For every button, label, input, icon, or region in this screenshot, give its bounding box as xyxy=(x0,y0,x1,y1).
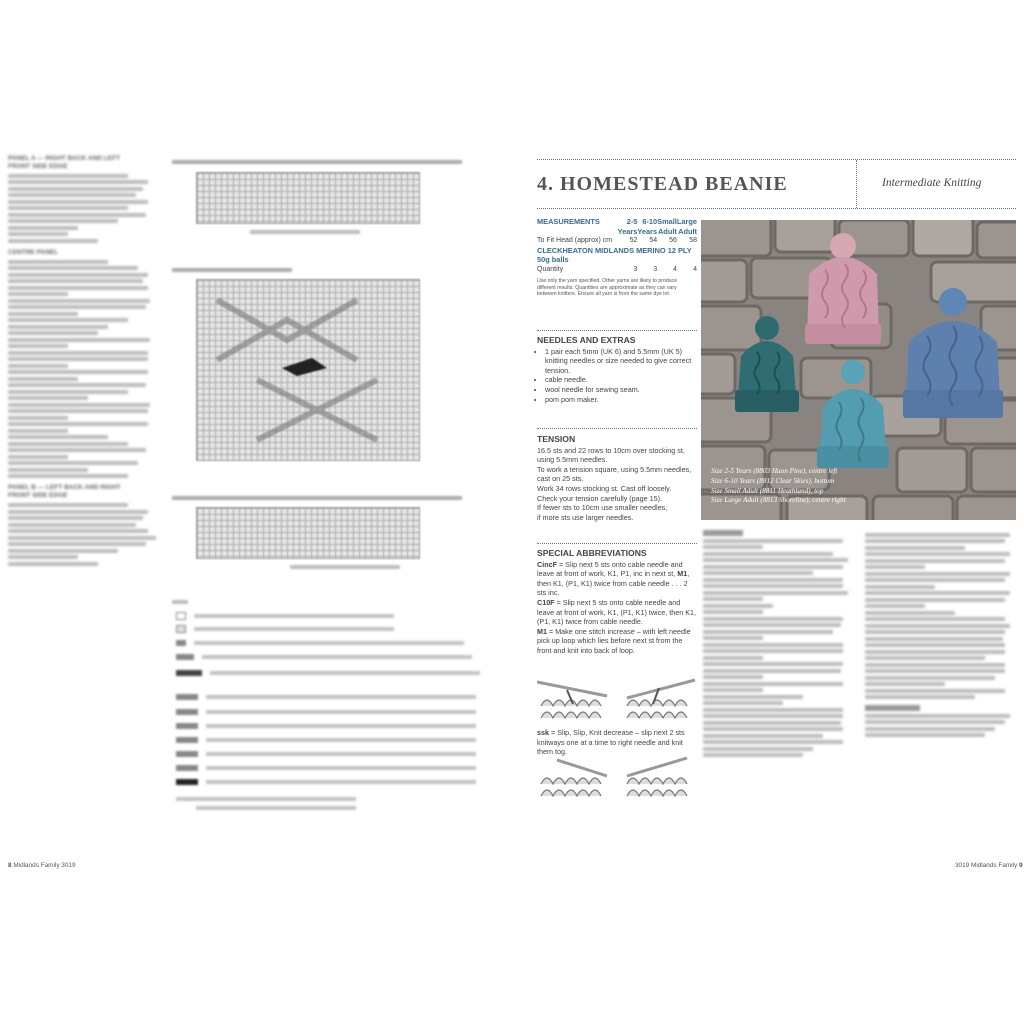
abbrev-term: C10F xyxy=(537,597,555,607)
photo-caption xyxy=(711,467,846,506)
chart-centre-title-blurred xyxy=(172,265,292,274)
head-size-value: 56 xyxy=(669,237,677,244)
title-divider xyxy=(856,160,857,208)
size-col-4: Large xyxy=(676,217,697,226)
measurements-heading: MEASUREMENTS xyxy=(537,217,600,226)
chart-panel-a xyxy=(196,172,420,224)
head-size-label: To Fit Head (approx) cm xyxy=(537,237,613,244)
left-page-column-1: PANEL A — RIGHT BACK AND LEFT FRONT SIDE EDGE CENTRE PANEL PANEL B — LEFT BACK AND RIGHT FRONT SIDE EDGE xyxy=(8,155,158,568)
tension-heading: TENSION xyxy=(537,434,576,444)
head-size-value: 52 xyxy=(629,237,638,244)
needle-item: • wool needle for sewing seam. xyxy=(545,385,697,395)
abbrev-def: = Make one stitch increase – with left needle pick up loop which lies before next st from the front and knit into back of loop. xyxy=(537,626,691,655)
abbrev-def: = Slip next 5 sts onto cable needle and leave at front of work, K1, P1, inc in next st, xyxy=(537,559,683,579)
needle-item: • pom pom maker. xyxy=(545,395,697,405)
tension-text: Work 34 rows stocking st. Cast off loosely. xyxy=(537,483,672,493)
size-col-3: Small xyxy=(657,217,677,226)
abbrev-def: = Slip next 5 sts onto cable needle and leave at front of work, K1, (P1, K1) twice, then K1, (P1, K1) twice from cable needle. xyxy=(537,597,696,627)
abbrev-term: CincF xyxy=(537,559,557,569)
size-col-2-b: Years xyxy=(637,226,658,236)
skill-level: Intermediate Knitting xyxy=(882,177,982,189)
head-size-value: 54 xyxy=(649,237,658,244)
rule-abbrev xyxy=(537,543,697,544)
instructions-column-1 xyxy=(703,530,853,760)
folio-right-text: 3019 Midlands Family xyxy=(955,862,1018,869)
tension-text: if more sts use larger needles. xyxy=(537,512,634,522)
caption-line: Size Small Adult (8811 Heathland), top xyxy=(711,486,824,495)
quantity-value: 4 xyxy=(693,265,697,273)
head-size-value: 58 xyxy=(689,237,697,244)
size-col-1: 2-5 xyxy=(626,217,638,226)
pattern-title: 4. HOMESTEAD BEANIE xyxy=(537,173,788,195)
caption-line: Size 6-10 Years (8812 Clear Skies), bottom xyxy=(711,476,835,485)
abbreviations-section xyxy=(537,549,697,656)
needles-section xyxy=(537,336,697,404)
abbrev-def: , then K1, (P1, K1) twice from cable needle . . . 2 sts inc. xyxy=(537,569,690,598)
m1-illustration xyxy=(537,676,697,724)
page-number-right: 9 xyxy=(1018,862,1023,869)
tension-text: 16.5 sts and 22 rows to 10cm over stocking st, using 5.5mm needles. xyxy=(537,445,685,465)
folio-right xyxy=(955,862,1023,869)
abbrev-term: ssk xyxy=(537,728,549,737)
ssk-section xyxy=(537,728,697,757)
caption-line: Size Large Adult (8813 Shoreline), centre right xyxy=(711,496,846,505)
yarn-note: Use only the yarn specified. Other yarns are likely to produce different results. Quantities are approximate as they can vary between knitters. Ensure all yarn is from the same dye lot. xyxy=(537,278,678,298)
needle-item: • 1 pair each 5mm (UK 6) and 5.5mm (UK 5) knitting needles or size needed to give correct tension. xyxy=(545,347,697,376)
title-rule-top xyxy=(537,159,1016,160)
instructions-column-2 xyxy=(865,530,1015,740)
caption-line: Size 2-5 Years (8803 Huon Pine), centre left xyxy=(711,467,838,475)
tension-text: To work a tension square, using 5.5mm needles, cast on 25 sts. xyxy=(537,464,692,484)
key-label xyxy=(172,597,188,606)
tension-text: If fewer sts to 10cm use smaller needles, xyxy=(537,503,668,513)
page-number-left: 8 xyxy=(8,862,12,869)
yarn-ball-weight: 50g balls xyxy=(537,255,569,264)
abbreviations-heading: SPECIAL ABBREVIATIONS xyxy=(537,548,647,558)
abbrev-def: = Slip, Slip, Knit decrease – slip next 2 sts knitways one at a time to right needle and knit them tog. xyxy=(537,728,685,757)
title-rule-bottom xyxy=(537,208,1016,209)
rule-needles xyxy=(537,330,697,331)
size-col-2: 6-10 xyxy=(642,217,658,226)
folio-left xyxy=(8,862,76,869)
quantity-value: 4 xyxy=(672,265,677,273)
abbrev-term: M1 xyxy=(537,626,547,636)
tension-section xyxy=(537,435,697,522)
abbrev-term: M1 xyxy=(677,569,688,579)
size-col-1-b: Years xyxy=(617,226,638,236)
tension-text: Check your tension carefully (page 15). xyxy=(537,493,663,503)
rule-tension xyxy=(537,428,697,429)
quantity-value: 3 xyxy=(633,265,638,273)
quantity-label: Quantity xyxy=(537,265,564,273)
measurements-section xyxy=(537,217,697,298)
needle-item: • cable needle. xyxy=(545,375,697,385)
needles-heading: NEEDLES AND EXTRAS xyxy=(537,335,636,345)
chart-panel-b xyxy=(196,507,420,559)
size-col-4-b: Adult xyxy=(678,226,697,236)
quantity-value: 3 xyxy=(653,265,658,273)
chart-b-title-blurred xyxy=(172,493,462,502)
chart-a-title-blurred xyxy=(172,157,462,166)
chart-centre-panel xyxy=(196,279,420,461)
yarn-name: CLECKHEATON MIDLANDS MERINO 12 PLY xyxy=(537,245,692,255)
size-col-3-b: Adult xyxy=(657,226,677,236)
ssk-illustration xyxy=(537,756,697,800)
folio-left-text: Midlands Family 3019 xyxy=(13,862,76,869)
